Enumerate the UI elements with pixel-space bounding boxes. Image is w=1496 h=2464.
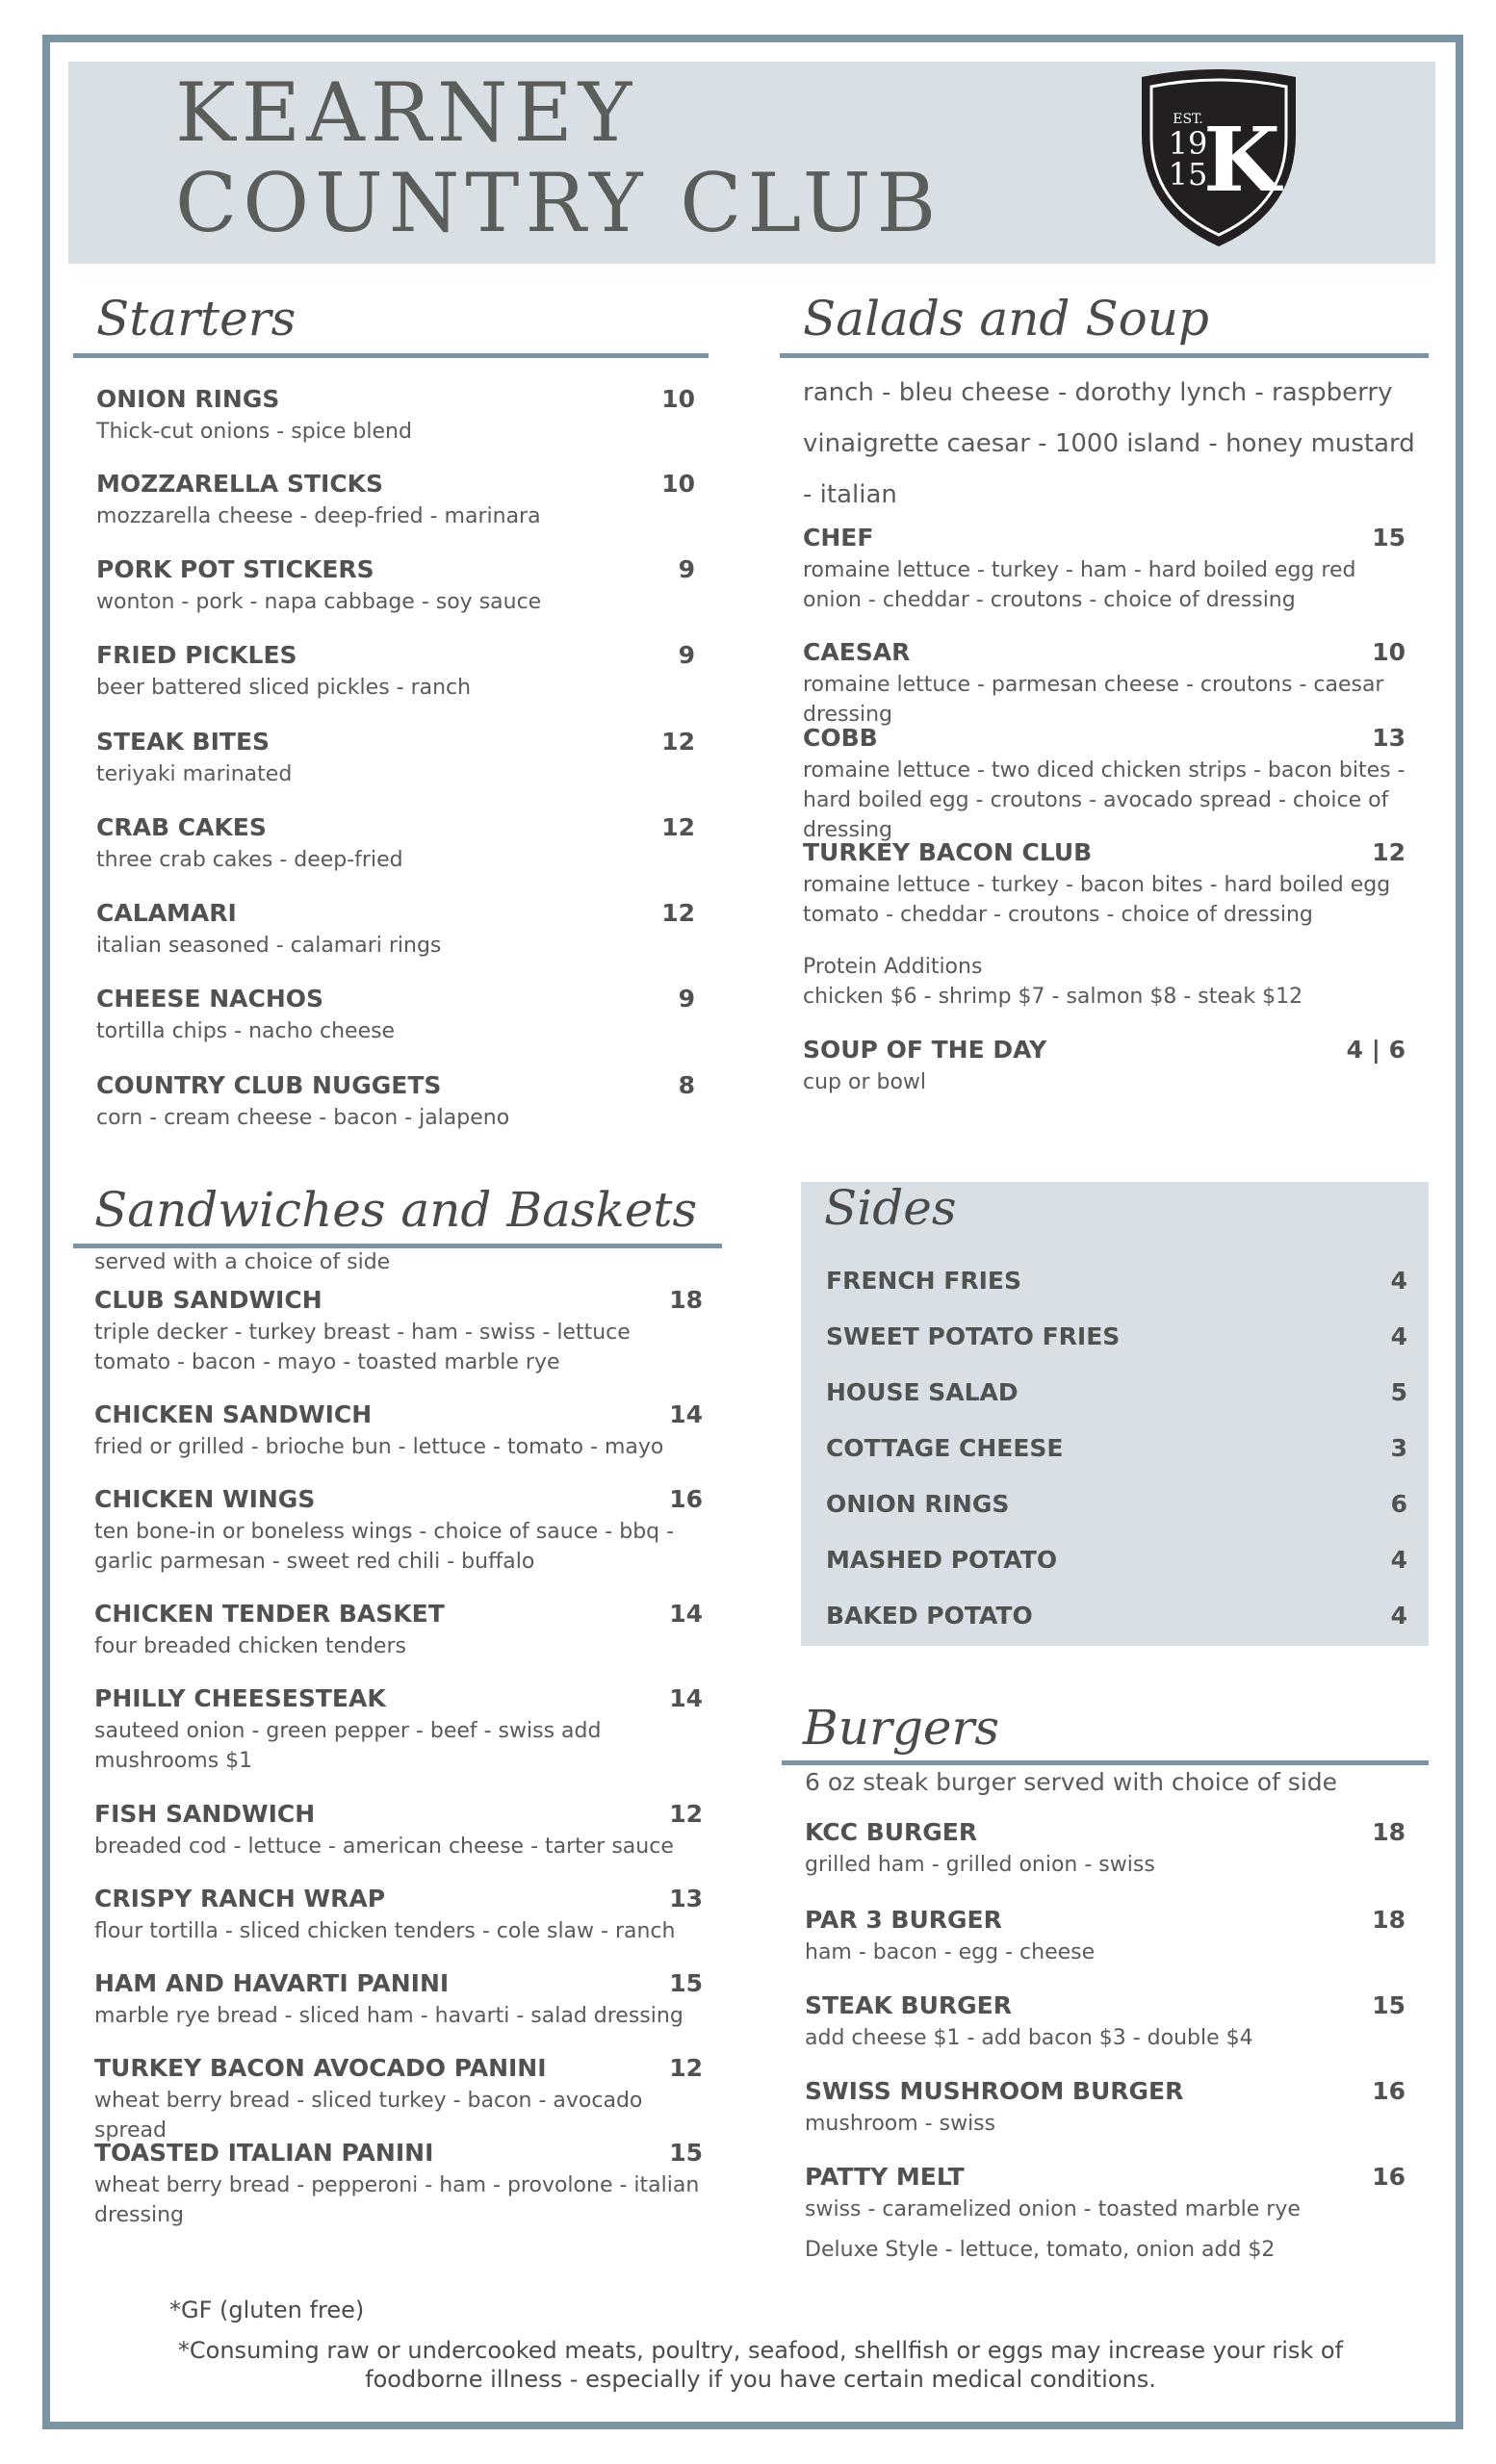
crest-letter: K <box>1203 108 1280 212</box>
item-description: three crab cakes - deep-fried <box>96 848 403 872</box>
sandwiches-title: Sandwiches and Baskets <box>94 1182 698 1238</box>
item-name: COUNTRY CLUB NUGGETS <box>96 1071 442 1099</box>
sandwich-item <box>94 2139 703 2230</box>
item-name: MOZZARELLA STICKS <box>96 470 384 498</box>
item-name: CRISPY RANCH WRAP <box>94 1885 386 1912</box>
item-description: fried or grilled - brioche bun - lettuce - tomato - mayo <box>94 1435 664 1459</box>
item-price: 18 <box>669 1286 703 1314</box>
item-name: STEAK BITES <box>96 728 271 756</box>
food-safety-warning: *Consuming raw or undercooked meats, poultry, seafood, shellfish or eggs may increase your risk of foodborne illness - especially if you have certain medical conditions. <box>177 2337 1344 2393</box>
item-price: 16 <box>669 1485 703 1513</box>
item-description: sauteed onion - green pepper - beef - swiss add mushrooms $1 <box>94 1719 602 1773</box>
item-name: ONION RINGS <box>96 385 280 413</box>
item-name: SWISS MUSHROOM BURGER <box>805 2077 1184 2105</box>
item-description: four breaded chicken tenders <box>94 1634 406 1658</box>
starter-item <box>96 641 695 703</box>
item-description: Thick-cut onions - spice blend <box>96 420 412 444</box>
item-price: 14 <box>669 1684 703 1712</box>
item-name: COBB <box>803 724 878 752</box>
sandwich-item <box>94 1485 703 1577</box>
item-description: swiss - caramelized onion - toasted marble rye <box>805 2197 1301 2221</box>
item-name: TURKEY BACON CLUB <box>803 838 1093 866</box>
sandwich-item <box>94 1969 703 2031</box>
menu-item-soup <box>803 1036 1406 1097</box>
item-name: CHEESE NACHOS <box>96 985 324 1013</box>
item-name: CAESAR <box>803 638 911 666</box>
item-price: 16 <box>1372 2163 1406 2191</box>
item-price: 16 <box>1372 2077 1406 2105</box>
item-price: 15 <box>1372 524 1406 552</box>
side-item <box>826 1490 1407 1518</box>
item-description: italian seasoned - calamari rings <box>96 934 442 958</box>
item-description: grilled ham - grilled onion - swiss <box>805 1853 1155 1877</box>
item-name: ONION RINGS <box>826 1490 1010 1518</box>
item-name: HAM AND HAVARTI PANINI <box>94 1969 450 1997</box>
item-name: CHICKEN WINGS <box>94 1485 316 1513</box>
sandwich-item <box>94 1684 703 1776</box>
salads-rule <box>780 353 1429 358</box>
starters-title: Starters <box>96 291 297 346</box>
salad-item <box>803 838 1406 930</box>
burger-item <box>805 1906 1406 1967</box>
item-price: 3 <box>1390 1434 1407 1462</box>
burger-item <box>805 2163 1406 2224</box>
item-price: 13 <box>669 1885 703 1912</box>
item-price: 12 <box>661 813 695 841</box>
starter-item <box>96 813 695 875</box>
item-description: romaine lettuce - turkey - ham - hard boiled egg red onion - cheddar - croutons - choice of dressing <box>803 558 1356 612</box>
protein-additions-title: Protein Additions <box>803 955 983 979</box>
item-name: PHILLY CHEESESTEAK <box>94 1684 386 1712</box>
side-item <box>826 1602 1407 1630</box>
item-price: 18 <box>1372 1906 1406 1934</box>
side-item <box>826 1267 1407 1295</box>
gluten-free-note: *GF (gluten free) <box>169 2297 365 2323</box>
item-price: 10 <box>1372 638 1406 666</box>
item-price: 12 <box>669 2054 703 2082</box>
item-price: 9 <box>678 641 695 669</box>
item-name: PAR 3 BURGER <box>805 1906 1002 1934</box>
burger-item <box>805 2077 1406 2139</box>
item-description: breaded cod - lettuce - american cheese - tarter sauce <box>94 1835 674 1859</box>
item-name: MASHED POTATO <box>826 1546 1058 1574</box>
item-price: 5 <box>1390 1378 1407 1406</box>
starter-item <box>96 985 695 1046</box>
item-price: 13 <box>1372 724 1406 752</box>
item-name: TURKEY BACON AVOCADO PANINI <box>94 2054 547 2082</box>
item-price: 12 <box>1372 838 1406 866</box>
item-price: 15 <box>669 1969 703 1997</box>
item-description: romaine lettuce - turkey - bacon bites - hard boiled egg tomato - cheddar - croutons - choice of dressing <box>803 873 1391 927</box>
item-price: 14 <box>669 1400 703 1428</box>
item-description: triple decker - turkey breast - ham - swiss - lettuce tomato - bacon - mayo - toasted marble rye <box>94 1321 631 1374</box>
item-description: ten bone-in or boneless wings - choice of sauce - bbq - garlic parmesan - sweet red chili - buffalo <box>94 1520 675 1574</box>
burger-item <box>805 1991 1406 2053</box>
sandwich-item <box>94 1800 703 1861</box>
sandwich-item <box>94 1286 703 1377</box>
item-price: 6 <box>1390 1490 1407 1518</box>
item-description: wheat berry bread - pepperoni - ham - provolone - italian dressing <box>94 2173 700 2227</box>
item-name: CRAB CAKES <box>96 813 267 841</box>
burger-item <box>805 1818 1406 1880</box>
item-name: CLUB SANDWICH <box>94 1286 322 1314</box>
crest-year-bottom: 15 <box>1168 156 1208 192</box>
starter-item <box>96 555 695 617</box>
club-name <box>175 67 941 248</box>
item-name: HOUSE SALAD <box>826 1378 1019 1406</box>
item-name: CHICKEN SANDWICH <box>94 1400 373 1428</box>
item-price: 9 <box>678 985 695 1013</box>
item-price: 4 <box>1390 1267 1407 1295</box>
item-description: wonton - pork - napa cabbage - soy sauce <box>96 590 542 614</box>
salad-item <box>803 724 1406 845</box>
crest-est: EST. <box>1173 112 1203 127</box>
item-description: ham - bacon - egg - cheese <box>805 1940 1096 1964</box>
club-name-line1: KEARNEY <box>175 65 638 160</box>
side-item <box>826 1322 1407 1350</box>
starter-item <box>96 470 695 531</box>
crest-logo <box>1134 67 1303 250</box>
item-name: TOASTED ITALIAN PANINI <box>94 2139 434 2167</box>
dressing-list: ranch - bleu cheese - dorothy lynch - raspberry vinaigrette caesar - 1000 island - honey mustard - italian <box>803 378 1415 509</box>
salads-title: Salads and Soup <box>803 291 1209 346</box>
item-description: teriyaki marinated <box>96 762 293 786</box>
item-price: 12 <box>669 1800 703 1828</box>
starters-rule <box>73 353 709 358</box>
sandwich-item <box>94 1600 703 1661</box>
item-name: SWEET POTATO FRIES <box>826 1322 1121 1350</box>
item-name: FRIED PICKLES <box>96 641 297 669</box>
item-price: 9 <box>678 555 695 583</box>
item-price: 4 | 6 <box>1346 1036 1406 1064</box>
item-price: 12 <box>661 899 695 927</box>
sides-title: Sides <box>824 1180 957 1236</box>
item-price: 4 <box>1390 1546 1407 1574</box>
item-price: 8 <box>678 1071 695 1099</box>
item-name: CALAMARI <box>96 899 237 927</box>
item-description: add cheese $1 - add bacon $3 - double $4 <box>805 2026 1253 2050</box>
burgers-title: Burgers <box>803 1700 1000 1756</box>
item-price: 12 <box>661 728 695 756</box>
item-price: 10 <box>661 385 695 413</box>
deluxe-note: Deluxe Style - lettuce, tomato, onion add $2 <box>805 2238 1276 2262</box>
sandwich-item <box>94 1400 703 1462</box>
item-name: CHEF <box>803 524 874 552</box>
item-description: mushroom - swiss <box>805 2112 996 2136</box>
item-name: KCC BURGER <box>805 1818 978 1846</box>
starter-item <box>96 1071 695 1133</box>
salad-item <box>803 638 1406 730</box>
sandwiches-subtitle: served with a choice of side <box>94 1250 391 1274</box>
item-price: 10 <box>661 470 695 498</box>
item-description: romaine lettuce - parmesan cheese - croutons - caesar dressing <box>803 673 1384 727</box>
item-description: tortilla chips - nacho cheese <box>96 1019 396 1043</box>
protein-additions-list: chicken $6 - shrimp $7 - salmon $8 - steak $12 <box>803 985 1303 1009</box>
item-name: STEAK BURGER <box>805 1991 1013 2019</box>
item-description: cup or bowl <box>803 1070 927 1094</box>
club-name-line2: COUNTRY CLUB <box>175 156 942 250</box>
side-item <box>826 1434 1407 1462</box>
item-description: romaine lettuce - two diced chicken strips - bacon bites - hard boiled egg - croutons - avocado spread - choice of dressing <box>803 758 1406 842</box>
item-description: wheat berry bread - sliced turkey - bacon - avocado spread <box>94 2089 643 2143</box>
item-name: PATTY MELT <box>805 2163 965 2191</box>
item-price: 15 <box>669 2139 703 2167</box>
item-description: corn - cream cheese - bacon - jalapeno <box>96 1106 510 1130</box>
item-name: PORK POT STICKERS <box>96 555 374 583</box>
item-description: mozzarella cheese - deep-fried - marinara <box>96 504 541 528</box>
item-name: COTTAGE CHEESE <box>826 1434 1064 1462</box>
item-price: 15 <box>1372 1991 1406 2019</box>
starter-item <box>96 899 695 961</box>
item-price: 14 <box>669 1600 703 1628</box>
item-description: marble rye bread - sliced ham - havarti - salad dressing <box>94 2004 684 2028</box>
burgers-rule <box>782 1760 1429 1765</box>
item-price: 4 <box>1390 1322 1407 1350</box>
item-price: 4 <box>1390 1602 1407 1630</box>
side-item <box>826 1546 1407 1574</box>
crest-year-top: 19 <box>1168 125 1208 162</box>
burgers-subtitle: 6 oz steak burger served with choice of side <box>805 1768 1338 1796</box>
sides-panel <box>801 1182 1429 1646</box>
side-item <box>826 1378 1407 1406</box>
sandwich-item <box>94 1885 703 1946</box>
item-name: FRENCH FRIES <box>826 1267 1022 1295</box>
starter-item <box>96 385 695 447</box>
item-name: CHICKEN TENDER BASKET <box>94 1600 445 1628</box>
item-name: BAKED POTATO <box>826 1602 1033 1630</box>
item-price: 18 <box>1372 1818 1406 1846</box>
sandwich-item <box>94 2054 703 2145</box>
item-description: flour tortilla - sliced chicken tenders - cole slaw - ranch <box>94 1919 676 1943</box>
salad-item <box>803 524 1406 615</box>
starter-item <box>96 728 695 789</box>
item-name: SOUP OF THE DAY <box>803 1036 1047 1064</box>
item-name: FISH SANDWICH <box>94 1800 316 1828</box>
item-description: beer battered sliced pickles - ranch <box>96 676 472 700</box>
